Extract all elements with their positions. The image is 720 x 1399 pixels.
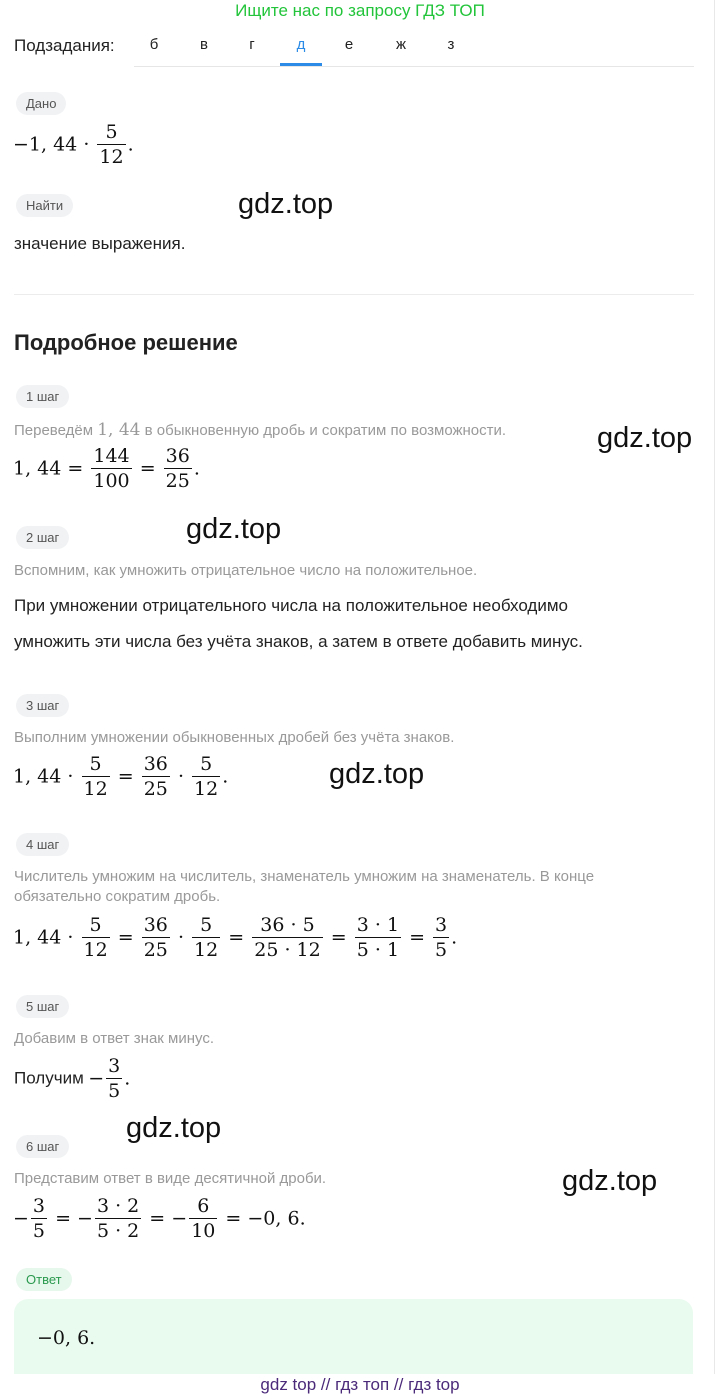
- tab-b[interactable]: б: [149, 36, 159, 53]
- given-label: Дано: [16, 92, 66, 115]
- tab-e[interactable]: е: [344, 36, 354, 53]
- watermark: gdz.top: [597, 422, 693, 454]
- step-2-label: 2 шаг: [16, 526, 69, 549]
- step-3-hint: Выполним умножении обыкновенных дробей без учёта знаков.: [14, 729, 455, 746]
- solution-title: Подробное решение: [14, 330, 238, 355]
- footer-links[interactable]: gdz top // гдз топ // гдз top: [0, 1374, 720, 1399]
- step-5-label: 5 шаг: [16, 995, 69, 1018]
- step-5-hint: Добавим в ответ знак минус.: [14, 1030, 214, 1047]
- active-tab-indicator: [280, 63, 322, 66]
- step-3-math: 1, 44 · $\frac{5}{12}$ = $\frac{36}{25}$ · $\frac{5}{12}$ .: [13, 753, 229, 800]
- step-6-math: − $\frac{3}{5}$ = − $\frac{3 \cdot 2}{5 \cdot 2}$ = − $\frac{6}{10}$ = −0, 6.: [13, 1195, 306, 1242]
- watermark: gdz.top: [126, 1112, 222, 1144]
- search-banner[interactable]: Ищите нас по запросу ГДЗ ТОП: [235, 1, 485, 20]
- step-1-math: 1, 44 = $\frac{144}{100}$ = $\frac{36}{25}$ .: [13, 445, 200, 492]
- step-2-rule-line-1: При умножении отрицательного числа на положительное необходимо: [14, 596, 568, 615]
- step-1-hint: Переведём 1, 44 в обыкновенную дробь и сократим по возможности.: [14, 420, 507, 440]
- step-4-hint-line-1: Числитель умножим на числитель, знаменатель умножим на знаменатель. В конце: [14, 868, 595, 885]
- right-edge-line: [714, 0, 715, 1399]
- watermark: gdz.top: [562, 1165, 658, 1197]
- subtasks-label: Подзадания:: [14, 36, 115, 55]
- step-4-math: 1, 44 · $\frac{5}{12}$ = $\frac{36}{25}$ · $\frac{5}{12}$ = $\frac{36 \cdot 5}{25 \cdot 12}$ = $\frac{3 \cdot 1}{5 \cdot 1}$ = $\frac{3}{5}$ .: [13, 914, 458, 961]
- section-divider: [14, 294, 694, 295]
- step-1-label: 1 шаг: [16, 385, 69, 408]
- step-4-hint-line-2: обязательно сократим дробь.: [14, 888, 221, 905]
- tab-d[interactable]: д: [296, 36, 306, 53]
- watermark: gdz.top: [329, 758, 425, 790]
- step-6-label: 6 шаг: [16, 1135, 69, 1158]
- step-2-hint: Вспомним, как умножить отрицательное число на положительное.: [14, 562, 478, 579]
- tab-g[interactable]: г: [249, 36, 255, 53]
- find-text: значение выражения.: [14, 234, 186, 253]
- answer-label: Ответ: [16, 1268, 72, 1291]
- find-label: Найти: [16, 194, 73, 217]
- step-3-label: 3 шаг: [16, 694, 69, 717]
- tab-zh[interactable]: ж: [395, 36, 407, 53]
- given-expression: −1, 44 · $\frac{5}{12}$ .: [13, 121, 134, 168]
- step-4-label: 4 шаг: [16, 833, 69, 856]
- subtasks-tabs: [134, 30, 694, 67]
- answer-value: −0, 6.: [37, 1327, 96, 1349]
- step-2-rule-line-2: умножить эти числа без учёта знаков, а затем в ответе добавить минус.: [14, 632, 583, 651]
- tab-z[interactable]: з: [447, 36, 455, 53]
- step-6-hint: Представим ответ в виде десятичной дроби.: [14, 1170, 327, 1187]
- watermark: gdz.top: [186, 513, 282, 545]
- fraction: $\frac{5}{12}$: [99, 121, 124, 168]
- watermark: gdz.top: [238, 188, 334, 220]
- tab-v[interactable]: в: [200, 36, 208, 53]
- step-5-result: Получим − $\frac{3}{5}$ .: [14, 1055, 131, 1102]
